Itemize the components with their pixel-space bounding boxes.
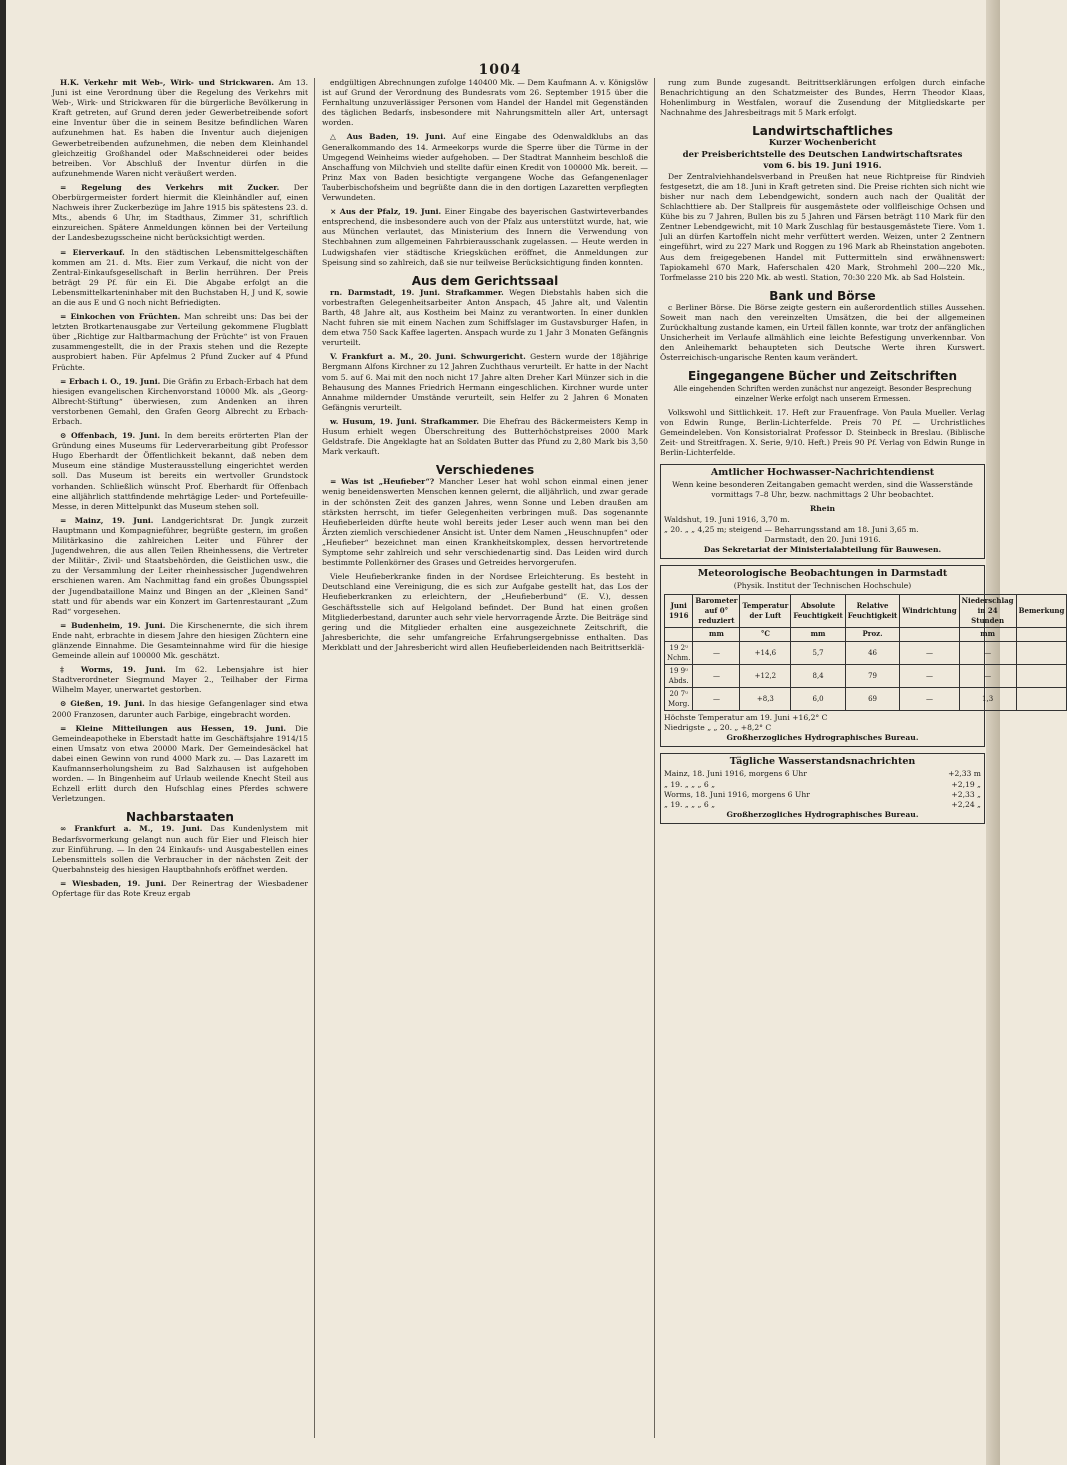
- reading-line: [664, 800, 981, 810]
- article-text: Man schreibt uns: Das bei der letzten Brotkartenausgabe zur Verteilung gekommene Flugblatt über „Richtige zur Haltbarmachung der Früchte“ ist von Frauen zusammengestellt, die in der Praxis stehen und die Rezepte ausprobiert haben. Für Apfelmus 2 Pfund Zucker auf 4 Pfund Früchte.: [52, 312, 308, 372]
- table-row: [665, 664, 1067, 687]
- table-cell: 69: [845, 687, 899, 710]
- table-cell: 5,7: [791, 641, 845, 664]
- article-lead: = Einkochen von Früchten.: [60, 312, 181, 322]
- section-heading-landwirtschaftliches: Landwirtschaftliches: [752, 124, 893, 139]
- table-cell: 19 2ᵘ Nchm.: [665, 641, 693, 664]
- box-title: Meteorologische Beobachtungen in Darmstadt: [697, 567, 948, 579]
- table-header: Temperatur der Luft: [740, 595, 791, 628]
- article-text: Das Kundenlystem mit Bedarfsvormerkung gelangt nun auch für Eier und Fleisch hier zur Einführung. — In den 24 Einkaufs- und Ausgabestellen eines Lebensmittels sollen die Verbraucher in der nächsten Zeit der Querbahnsteig des hiesigen Hauptbahnhofs eröffnet werden.: [52, 824, 309, 874]
- article-text: Am 13. Juni ist eine Verordnung über die Regelung des Verkehrs mit Web-, Wirk- und Strickwaren für die bürgerliche Bevölkerung in Kraft getreten, auf Grund deren jeder Gewerbetreibende sofort eine Inventur über die in seinem Besitze befindlichen Waren aufzunehmen hat. Es haben die Inventur auch diejenigen Gewerbetreibenden aufzunehmen, die neben dem Kleinhandel gleichzeitig Großhandel oder Maßschneiderei oder beides betreiben. Vor Abschluß der Inventur dürfen in die aufzunehmende Waren nicht veräußert werden.: [52, 78, 308, 178]
- article: [322, 417, 648, 457]
- reading-value: +2,33 m: [948, 769, 981, 779]
- article: [52, 183, 308, 244]
- box-footer: Das Sekretariat der Ministerialabteilung für Bauwesen.: [703, 544, 942, 554]
- table-cell: —: [959, 664, 1016, 687]
- article-lead: × Aus der Pfalz, 19. Juni.: [330, 207, 442, 217]
- article: [322, 207, 648, 268]
- column-rule: [654, 78, 655, 1438]
- article-lead: ∞ Frankfurt a. M., 19. Juni.: [60, 824, 203, 834]
- article-text: Die Gräfin zu Erbach-Erbach hat dem hiesigen evangelischen Kirchenvorstand 10000 Mk. als „Georg-Albrecht-Stiftung“ überwiesen, zum Andenken an ihren verstorbenen Gemahl, den Grafen Georg Albrecht zu Erbach-Erbach.: [52, 376, 308, 426]
- box-footer: Großherzogliches Hydrographisches Bureau.: [726, 809, 919, 819]
- article-text: Der Oberbürgermeister fordert hiermit die Kleinhändler auf, einen Nachweis ihrer Zuckerbezüge im Jahre 1915 bis spätestens 23. d. Mts., abends 6 Uhr, im Stadthaus, Zimmer 31, schriftlich einzureichen. Spätere Anmeldungen können bei der Verteilung der Landesbezugsscheine nicht berücksichtigt werden.: [52, 182, 308, 243]
- max-temperature: Höchste Temperatur am 19. Juni +16,2° C: [664, 713, 828, 723]
- note-text: Alle eingehenden Schriften werden zunächst nur angezeigt. Besonder Besprechung einzelner Werke erfolgt nach unserem Ermessen.: [673, 384, 972, 403]
- hochwasser-box: [660, 464, 985, 559]
- article: [52, 431, 308, 512]
- box-footer: Großherzogliches Hydrographisches Bureau.: [726, 733, 919, 743]
- article-text: c Berliner Börse. Die Börse zeigte gestern ein außerordentlich stilles Aussehen. Soweit man nach den vereinzelten Umsätzen, die bei der allgemeinen Zurückhaltung zustande kamen, ein Urteil fällen konnte, war trotz der anfänglichen Unsicherheit im Verlaufe allmählich eine leichte Befestigung unverkennbar. Von den Anleihemarkt behaupteten sich Deutsche Werte ihren Kurswert. Österreichisch-ungarische Renten kaum verändert.: [660, 302, 985, 363]
- article-lead: V. Frankfurt a. M., 20. Juni. Schwurgericht.: [330, 352, 526, 362]
- table-unit: mm: [693, 628, 740, 641]
- box-footer: Darmstadt, den 20. Juni 1916.: [764, 534, 881, 544]
- article-text: Viele Heufieberkranke finden in der Nordsee Erleichterung. Es besteht in Deutschland eine Vereinigung, die es sich zur Aufgabe gestellt hat, das Los der Heufieberkranken zu erleichtern, der „Heufieberbund“ (E. V.), dessen Geschäftsstelle sich auf Helgoland befindet. Der Bund hat einen großen Mitgliederbestand, darunter auch sehr viele hervorragende Ärzte. Die Beiträge sind gering und die Mitglieder erhalten eine ausgezeichnete Zeitschrift, die Jahresberichte, die sehr umfangreiche Erfahrungsergebnisse enthalten. Das Merkblatt und der Jahresbericht wird allen Heufieberleidenden nach Beitrittserklä-: [322, 572, 648, 652]
- article-text: Die Gemeindeapotheke in Eberstadt hatte im Geschäftsjahre 1914/15 einen Umsatz von etwa 20000 Mark. Der Gemeindesäckel hat dabei einen Gewinn von rund 4000 Mark zu. — Das Lazarett im Kaufmannserholungsheim zu Bad Salzhausen ist aufgehoben worden. — In Bingenheim auf Urlaub weilende Knecht Steil aus Echzell erlitt durch den Hufschlag eines Pferdes schwere Verletzungen.: [52, 723, 308, 804]
- article-text: Volkswohl und Sittlichkeit. 17. Heft zur Frauenfrage. Von Paula Mueller. Verlag von Edwin Runge, Berlin-Lichterfelde. Preis 70 Pf. — Urchristliches Gemeindeleben. Von Konsistorialrat Professor D. Steinbeck in Breslau. (Biblische Zeit- und Streitfragen. X. Serie, 9/10. Heft.) Preis 90 Pf. Verlag von Edwin Runge in Berlin-Lichterfelde.: [660, 407, 985, 458]
- article-text: Die Ehefrau des Bäckermeisters Kemp in Husum erhielt wegen Überschreitung des Butterhöchstpreises 2000 Mark Geldstrafe. Die Angeklagte hat an Soldaten Butter das Pfund zu 2,80 Mark bis 3,50 Mark verkauft.: [322, 416, 648, 457]
- table-cell: +8,3: [740, 687, 791, 710]
- table-unit: mm: [791, 628, 845, 641]
- article-lead: ⊙ Gießen, 19. Juni.: [60, 699, 145, 709]
- article-lead: w. Husum, 19. Juni. Strafkammer.: [330, 416, 480, 426]
- article: [52, 248, 308, 309]
- table-cell: —: [693, 687, 740, 710]
- section-heading-gerichtssaal: Aus dem Gerichtssaal: [411, 273, 559, 288]
- article-lead: △ Aus Baden, 19. Juni.: [330, 132, 446, 142]
- table-cell: [1016, 687, 1067, 710]
- article-lead: = Regelung des Verkehrs mit Zucker.: [60, 182, 280, 192]
- article-text: Auf eine Eingabe des Odenwaldklubs an das Generalkommando des 14. Armeekorps wurde die Sperre über die Türme in der Umgegend Weinheims wieder aufgehoben. — Der Stadtrat Mannheim beschloß die Anschaffung von Milchvieh und stellte dafür einen Kredit von 100000 Mk. bereit. — Prinz Max von Baden besichtigte vergangene Woche das Gefangenenlager Tauberbischofsheim und begrüßte dann die in den dortigen Lazaretten verpflegten Verwundeten.: [322, 132, 649, 203]
- page-edge: [986, 0, 1000, 1465]
- weather-table: [664, 594, 1067, 711]
- subheading: Kurzer Wochenbericht: [768, 138, 877, 149]
- article: [322, 132, 648, 203]
- column-2: [322, 78, 648, 1438]
- article-text: Wegen Diebstahls haben sich die vorbestraften Gelegenheitsarbeiter Anton Anspach, 45 Jahre alt, und Valentin Barth, 48 Jahre alt, aus Kostheim bei Mainz zu verantworten. In einer dunklen Nacht fuhren sie mit einem Nachen zum Schiffslager im Gustavsburger Hafen, in dem etwa 750 Sack Kaffee lagerten. Anspach wurde zu 1 Jahr 3 Monaten Gefängnis verurteilt.: [322, 287, 649, 348]
- article-text: Gestern wurde der 18jährige Bergmann Alfons Kirchner zu 12 Jahren Zuchthaus verurteilt. Er hatte in der Nacht vom 5. auf 6. Mai mit den noch nicht 17 Jahre alten Dreher Karl Münzer sich in die Behausung des Mannes Friedrich Hermann eingeschlichen. Kirchner wurde unter Annahme mildernder Umstände verurteilt, sein Helfer zu 2 Jahren 6 Monaten Gefängnis verurteilt.: [322, 352, 648, 412]
- article: [52, 824, 308, 874]
- reading-line: [664, 790, 981, 800]
- table-cell: [1016, 641, 1067, 664]
- article-text: Einer Eingabe des bayerischen Gastwirteverbandes entsprechend, die insbesondere auch von der Pfalz aus unterstützt wurde, hat, wie aus München verlautet, das Ministerium des Innern die Verwendung von Stechbahnen zum allgemeinen Fahrbierausschank zugelassen. — Heute werden in Ludwigshafen vier städtische Kriegsküchen eröffnet, die Anmeldungen zur Speisung sind so zahlreich, daß sie nur teilweise Berücksichtigung finden konnten.: [322, 207, 648, 267]
- table-unit: [665, 628, 693, 641]
- article: [322, 352, 648, 413]
- article: [52, 78, 308, 179]
- article-lead: = Kleine Mitteilungen aus Hessen, 19. Juni.: [60, 723, 287, 733]
- table-header: Niederschlag in 24 Stunden: [959, 595, 1016, 628]
- table-cell: —: [693, 664, 740, 687]
- reading-label: Mainz, 18. Juni 1916, morgens 6 Uhr: [664, 769, 807, 779]
- table-header: Windrichtung: [900, 595, 959, 628]
- article: [322, 288, 648, 349]
- article-text: Der Reinertrag der Wiesbadener Opfertage für das Rote Kreuz ergab: [52, 878, 308, 899]
- article-continuation: rung zum Bunde zugesandt. Beitrittserklärungen erfolgen durch einfache Benachrichtigung an den Schatzmeister des Bundes, Herrn Theodor Klaas, Hohenlimburg in Westfalen, worauf die Zusendung der Mitgliedskarte per Nachnahme des Jahresbeitrags mit 5 Mark erfolgt.: [660, 78, 985, 118]
- box-subtitle: (Physik. Institut der Technischen Hochschule): [733, 581, 912, 591]
- reading-line: [664, 515, 981, 525]
- table-cell: —: [900, 664, 959, 687]
- reading-value: +2,19 „: [951, 779, 981, 789]
- box-title: Tägliche Wasserstandsnachrichten: [729, 756, 916, 768]
- article: [52, 377, 308, 427]
- article: [52, 621, 308, 661]
- table-cell: 19 9ᵘ Abds.: [665, 664, 693, 687]
- reading-label: „ 20. „ „ 4,25 m; steigend — Beharrungsstand am 18. Juni 3,65 m.: [664, 524, 919, 534]
- table-cell: 46: [845, 641, 899, 664]
- meteorology-box: [660, 565, 1065, 747]
- article-lead: ‡ Worms, 19. Juni.: [60, 665, 166, 675]
- section-heading-bank-boerse: Bank und Börse: [769, 288, 876, 303]
- article-text: Mancher Leser hat wohl schon einmal einen jener wenig beneidenswerten Menschen kennen gelernt, die alljährlich, und zwar gerade in der schönsten Zeit des ganzen Jahres, wenn Sonne und Leben draußen am stärksten herrscht, im tiefer Gelegenheiten verbringen muß. Das sogenannte Heufieberleiden dürfte heute wohl bereits jeder Leser auch wenn man bei den Ärzten ziemlich verschiedener Ansicht ist. Unter dem Namen „Heuschnupfen“ oder „Heufieber“ bezeichnet man einen Krankheitskomplex, dessen hervortretende Symptome sehr zahlreich und sehr verschiedenartig sind. Das Leiden wird durch bestimmte Pollenkörner des Grases und Getreides hervorgerufen.: [322, 477, 648, 568]
- table-unit: °C: [740, 628, 791, 641]
- section-heading-verschiedenes: Verschiedenes: [435, 463, 535, 478]
- reading-label: Waldshut, 19. Juni 1916, 3,70 m.: [664, 514, 790, 524]
- article-text: In das hiesige Gefangenlager sind etwa 2000 Franzosen, darunter auch Farbige, eingebracht worden.: [52, 699, 308, 719]
- table-cell: +12,2: [740, 664, 791, 687]
- subheading: der Preisberichtstelle des Deutschen Landwirtschaftsrates: [682, 149, 963, 160]
- table-header: Barometer auf 0° reduziert: [693, 595, 740, 628]
- reading-value: +2,33 „: [951, 789, 981, 799]
- article: [52, 879, 308, 899]
- table-cell: 20 7ᵘ Morg.: [665, 687, 693, 710]
- box-title: Amtlicher Hochwasser-Nachrichtendienst: [710, 467, 935, 479]
- reading-line: [664, 780, 981, 790]
- table-cell: [1016, 664, 1067, 687]
- section-heading-nachbarstaaten: Nachbarstaaten: [126, 810, 234, 825]
- reading-label: „ 19. „ „ „ 6 „: [664, 779, 716, 789]
- article: [52, 699, 308, 719]
- reading-line: [664, 769, 981, 779]
- article: [52, 516, 308, 617]
- subheading: vom 6. bis 19. Juni 1916.: [763, 160, 882, 171]
- column-1: [52, 78, 308, 1438]
- article: [52, 665, 308, 695]
- binding-edge: [0, 0, 6, 1465]
- table-cell: +14,6: [740, 641, 791, 664]
- wasserstand-box: [660, 753, 985, 824]
- table-unit: Proz.: [845, 628, 899, 641]
- reading-value: +2,24 „: [951, 799, 981, 809]
- article-lead: = Erbach i. O., 19. Juni.: [60, 376, 161, 386]
- article-text: In dem bereits erörterten Plan der Gründung eines Museums für Lederverarbeitung gibt Professor Hugo Eberhardt der Öffentlichkeit bekannt, daß neben dem Museum eine ständige Musterausstellung eingerichtet werden soll. Das Museum ist bereits ein wertvoller Grundstock vorhanden. Schließlich wünscht Prof. Eberhardt für Offenbach eine alljährlich stattfindende mehrtägige Leder- und Portefeuille-Messe, in deren Mittelpunkt das Museum stehen soll.: [52, 431, 308, 511]
- page-number: 1004: [478, 62, 522, 78]
- article: [52, 724, 308, 805]
- table-header: Absolute Feuchtigkeit: [791, 595, 845, 628]
- article-lead: = Wiesbaden, 19. Juni.: [60, 878, 167, 888]
- table-cell: 79: [845, 664, 899, 687]
- article-lead: ⊙ Offenbach, 19. Juni.: [60, 431, 161, 441]
- section-heading-buecher: Eingegangene Bücher und Zeitschriften: [688, 369, 957, 384]
- min-temperature: Niedrigste „ „ 20. „ +8,2° C: [664, 723, 772, 733]
- table-unit: [900, 628, 959, 641]
- table-unit: [1016, 628, 1067, 641]
- article: [322, 572, 648, 653]
- table-unit: mm: [959, 628, 1016, 641]
- reading-label: Worms, 18. Juni 1916, morgens 6 Uhr: [664, 789, 810, 799]
- article-text: endgültigen Abrechnungen zufolge 140400 Mk. — Dem Kaufmann A. v. Königslöw ist auf Grund der Verordnung des Bundesrats vom 26. September 1915 über die Fernhaltung unzuverlässiger Personen vom Handel der Handel mit Gegenständen des täglichen Bedarfs, insbesondere mit Nahrungsmitteln aller Art, untersagt worden.: [322, 78, 648, 128]
- river-name: Rhein: [809, 504, 836, 514]
- table-cell: —: [693, 641, 740, 664]
- article-text: Der Zentralviehhandelsverband in Preußen hat neue Richtpreise für Rindvieh festgesetzt, die am 18. Juni in Kraft getreten sind. Die Preise richten sich nicht wie bisher nur nach dem Lebendgewicht, sondern auch nach der Qualität der Schlachttiere ab. Der Stallpreis für ausgemästete oder vollfleischige Ochsen und Kühe bis zu 7 Jahren, Bullen bis zu 5 Jahren und Färsen beträgt 110 Mark für den Zentner Lebendgewicht, mit 10 Mark Zuschlag für bestausgemästete Tiere. Vom 1. Juli an dürfen Kartoffeln nicht mehr verfüttert werden. Weizen, unter 2 Zentnern eingeführt, wird zu 227 Mark und Roggen zu 196 Mark ab Rheinstation angeboten. Aus dem freigegebenen Handel mit Futtermitteln sind erwähnenswert: Tapiokamehl 670 Mark, Haferschalen 420 Mark, Strohmehl 200—220 Mk., Torfmelasse 210 bis 220 Mk. ab westl. Station, 70:30 220 Mk. ab Sad Holstein.: [660, 171, 985, 282]
- article-lead: = Eierverkauf.: [60, 247, 125, 257]
- article-lead: = Was ist „Heufieber“?: [330, 477, 435, 487]
- table-cell: —: [900, 687, 959, 710]
- table-cell: 6,0: [791, 687, 845, 710]
- column-rule: [314, 78, 315, 1438]
- article-text: Landgerichtsrat Dr. Jungk zurzeit Hauptmann und Kompagnieführer, begrüßte gestern, im großen Militärkasino die zahlreichen Leiter und Führer der Jugendwehren, die aus allen Teilen Rheinhessens, die Vertreter der Militär-, Zivil- und Staatsbehörden, die Geistlichen usw., die zu der Versammlung der Leiter rheinhessischer Jugendwehren erschienen waren. Am Nachmittag fand ein großes Übungsspiel der Jugendbataillone Mainz und Bingen an der „Kleinen Sand“ statt und für abends war ein Konzert im Gartenrestaurant „Zum Rad“ vorgesehen.: [52, 515, 308, 616]
- table-header: Bemerkung: [1016, 595, 1067, 628]
- article-text: In den städtischen Lebensmittelgeschäften kommen am 21. d. Mts. Eier zum Verkauf, die nicht von der Zentral-Einkaufsgesellschaft in Berlin herrühren. Der Preis beträgt 29 Pf. für ein Ei. Die Abgabe erfolgt an die Lebensmittelkarteninhaber mit den Buchstaben H, J und K, sowie an die aus E und G noch nicht Befriedigten.: [52, 247, 309, 307]
- reading-line: [664, 525, 981, 535]
- box-text: Wenn keine besonderen Zeitangaben gemacht werden, sind die Wasserstände vormittags 7–8 Uhr, bezw. nachmittags 2 Uhr beobachtet.: [672, 480, 973, 500]
- table-cell: 1,3: [959, 687, 1016, 710]
- table-cell: —: [959, 641, 1016, 664]
- table-header: Juni 1916: [665, 595, 693, 628]
- article: [52, 312, 308, 373]
- reading-label: „ 19. „ „ „ 6 „: [664, 799, 716, 809]
- article-lead: rn. Darmstadt, 19. Juni. Strafkammer.: [330, 287, 504, 297]
- article-lead: = Mainz, 19. Juni.: [60, 515, 154, 525]
- table-row: [665, 687, 1067, 710]
- article-lead: H.K. Verkehr mit Web-, Wirk- und Strickwaren.: [60, 78, 274, 87]
- article-text: Im 62. Lebensjahre ist hier Stadtverordneter Siegmund Mayer 2., Teilhaber der Firma Wilhelm Mayer, unerwartet gestorben.: [52, 665, 308, 695]
- table-cell: 8,4: [791, 664, 845, 687]
- article: [322, 477, 648, 568]
- article-lead: = Budenheim, 19. Juni.: [60, 620, 166, 630]
- table-row: [665, 641, 1067, 664]
- table-header: Relative Feuchtigkeit: [845, 595, 899, 628]
- article: [322, 78, 648, 128]
- table-cell: —: [900, 641, 959, 664]
- article-text: Die Kirschenernte, die sich ihrem Ende naht, erbrachte in diesem Jahre den hiesigen Züchtern eine glänzende Einnahme. Die Gesamteinnahme wird für die hiesige Gemeinde allein auf 100000 Mk. geschätzt.: [52, 620, 308, 661]
- column-3: [660, 78, 1065, 1438]
